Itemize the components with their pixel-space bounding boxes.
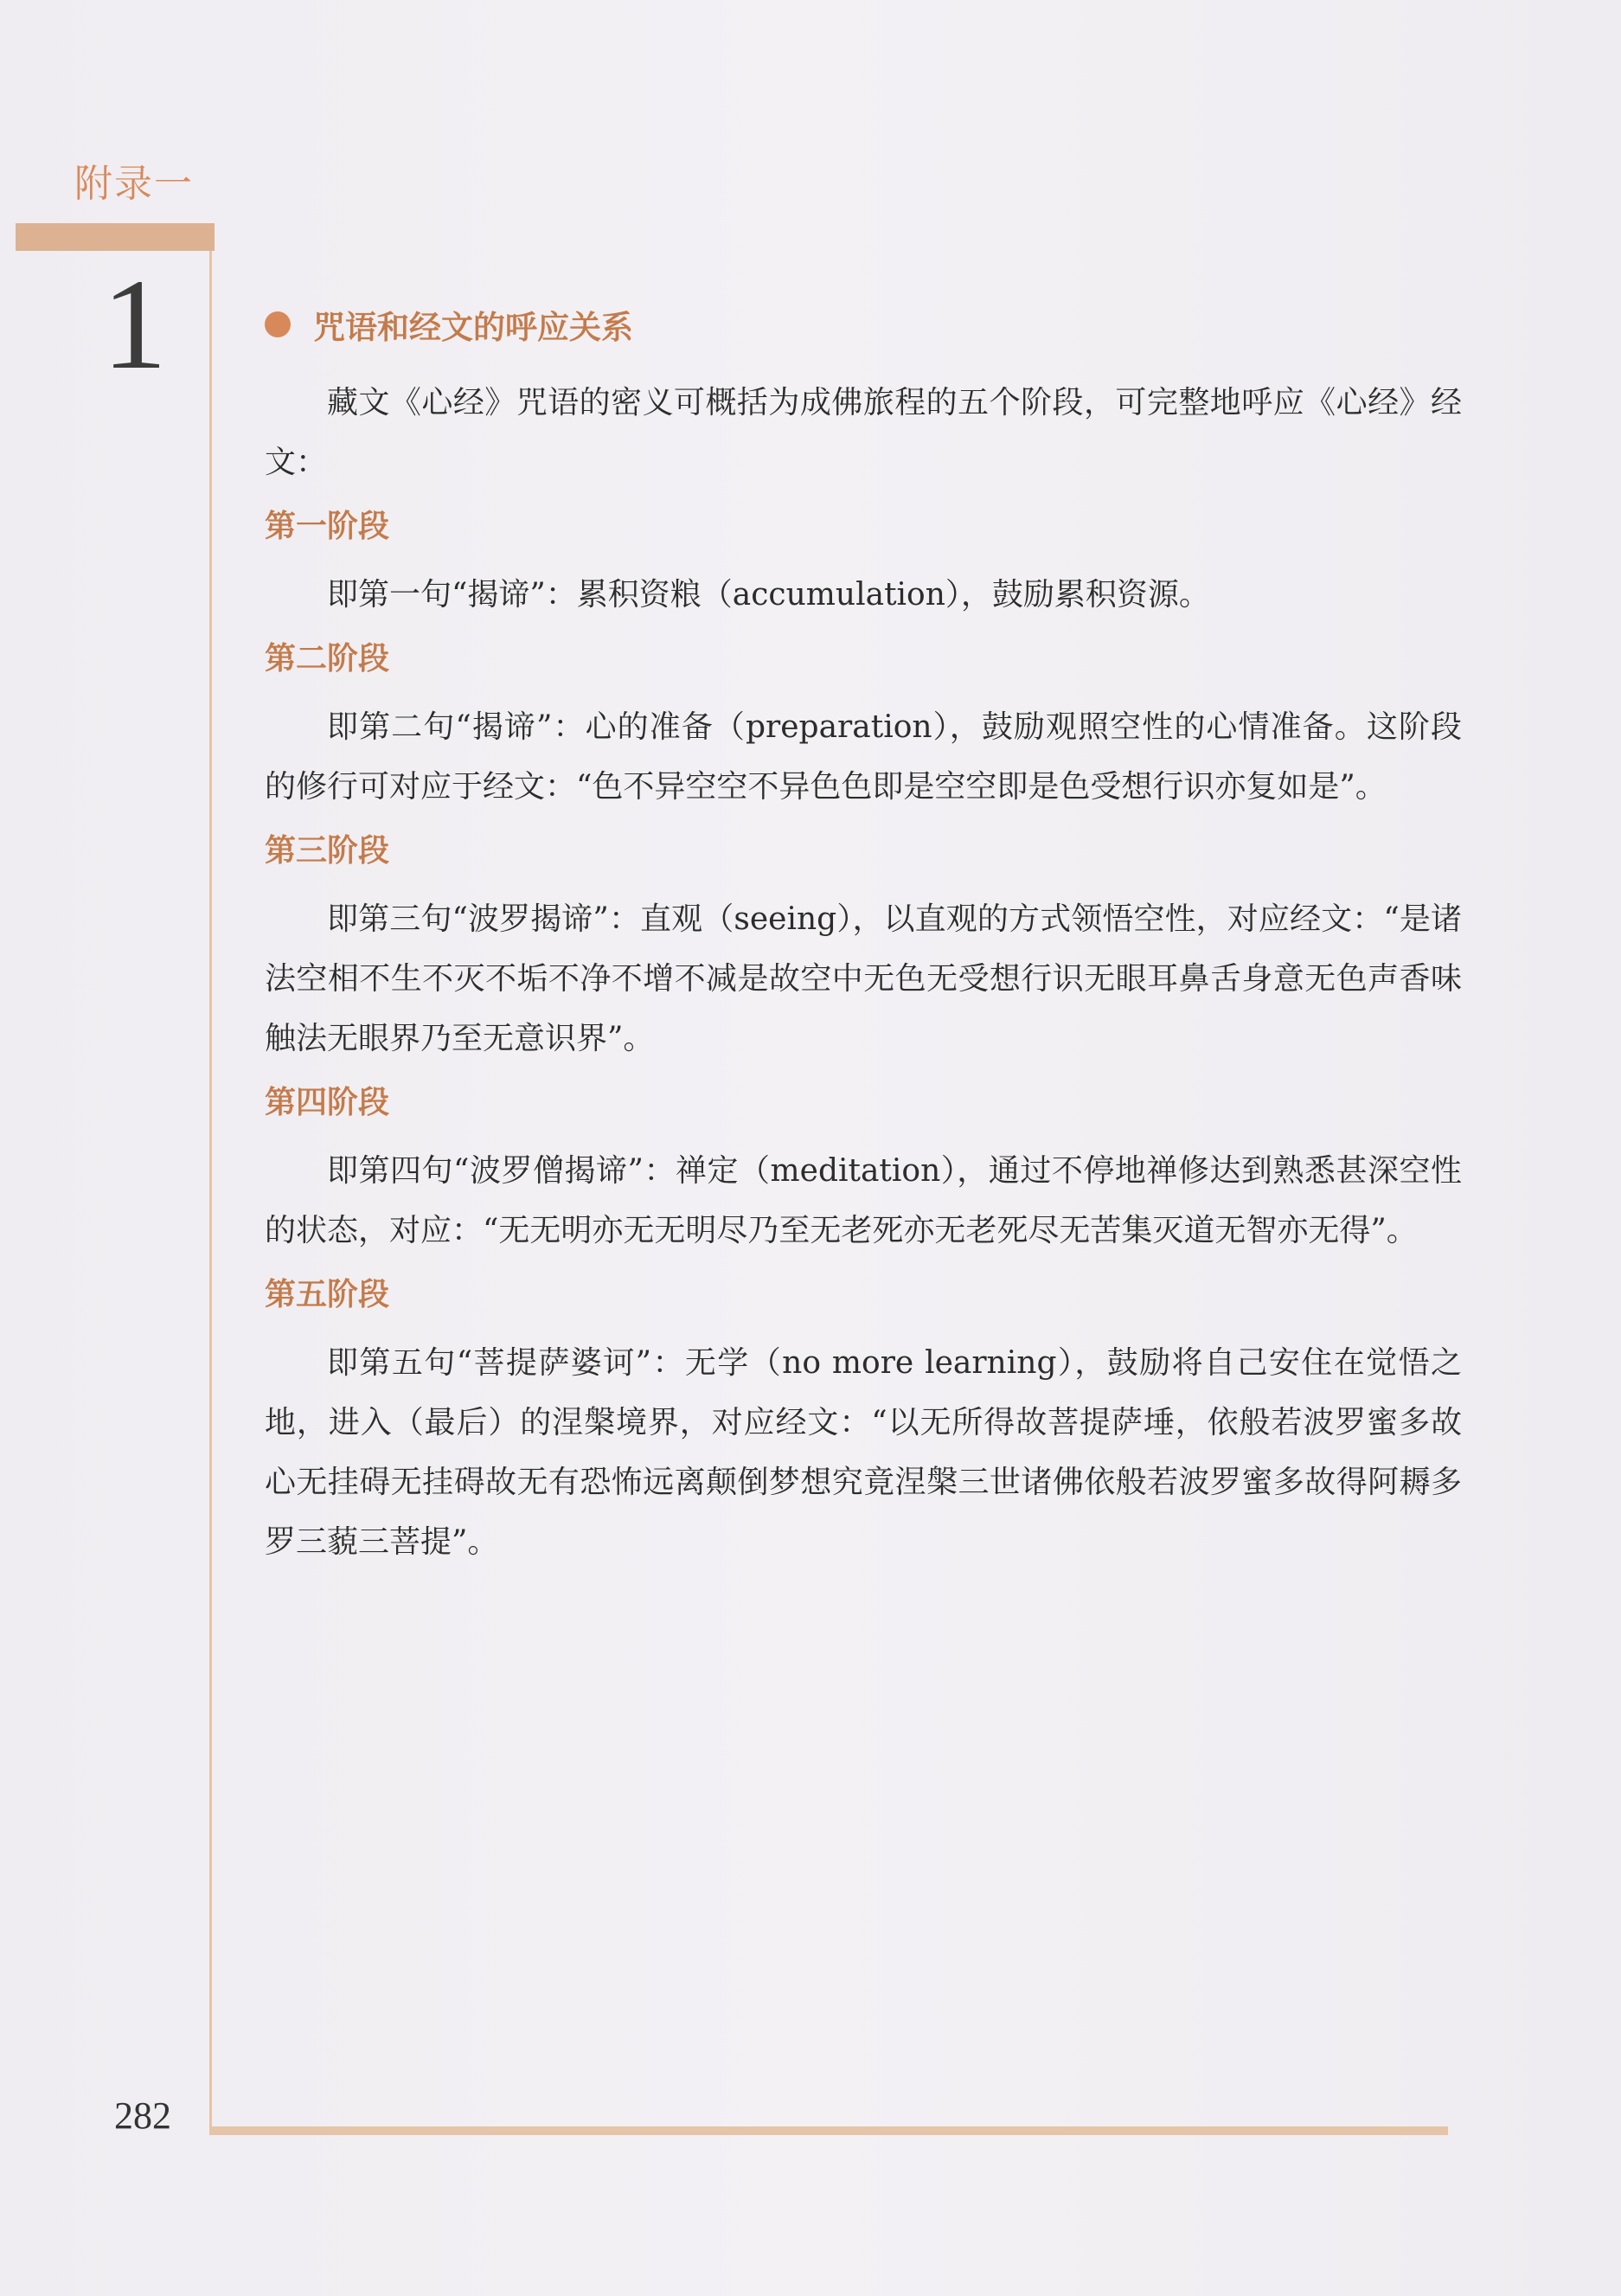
page-number: 282 (114, 2094, 171, 2137)
chapter-number: 1 (102, 253, 167, 396)
stage-2-title: 第二阶段 (265, 641, 390, 677)
stage-4-title: 第四阶段 (265, 1085, 390, 1120)
stage-2-text: 即第二句“揭谛”：心的准备（preparation），鼓励观照空性的心情准备。这阶段的修行可对应于经文：“色不异空空不异色色即是空空即是色受想行识亦复如是”。 (265, 709, 1462, 805)
stage-4-text: 即第四句“波罗僧揭谛”：禅定（meditation），通过不停地禅修达到熟悉甚深空性的状态，对应：“无无明亦无无明尽乃至无老死亦无老死尽无苦集灭道无智亦无得”。 (265, 1153, 1462, 1248)
page-content (265, 298, 1462, 1572)
section-heading (265, 298, 1462, 350)
stage-1-text: 即第一句“揭谛”：累积资粮（accumulation），鼓励累积资源。 (327, 577, 1210, 612)
stage-3-text: 即第三句“波罗揭谛”：直观（seeing），以直观的方式领悟空性，对应经文：“是诸法空相不生不灭不垢不净不增不减是故空中无色无受想行识无眼耳鼻舌身意无色声香味触法无眼界乃至无意识界”。 (265, 901, 1462, 1056)
intro-paragraph: 藏文《心经》咒语的密义可概括为成佛旅程的五个阶段，可完整地呼应《心经》经文： (265, 385, 1462, 480)
footer-rule (209, 2126, 1448, 2135)
bullet-dot-icon (265, 311, 291, 337)
margin-rule (209, 251, 212, 2135)
stage-1-title: 第一阶段 (265, 509, 390, 544)
chapter-tab-bar (16, 223, 215, 251)
section-title: 咒语和经文的呼应关系 (313, 309, 633, 346)
stage-3-title: 第三阶段 (265, 833, 390, 869)
appendix-label: 附录一 (74, 162, 194, 206)
stage-5-title: 第五阶段 (265, 1277, 390, 1312)
stage-5-text: 即第五句“菩提萨婆诃”：无学（no more learning），鼓励将自己安住在觉悟之地，进入（最后）的涅槃境界，对应经文：“以无所得故菩提萨埵，依般若波罗蜜多故心无挂碍无挂碍故无有恐怖远离颠倒梦想究竟涅槃三世诸佛依般若波罗蜜多故得阿耨多罗三藐三菩提”。 (265, 1345, 1462, 1560)
